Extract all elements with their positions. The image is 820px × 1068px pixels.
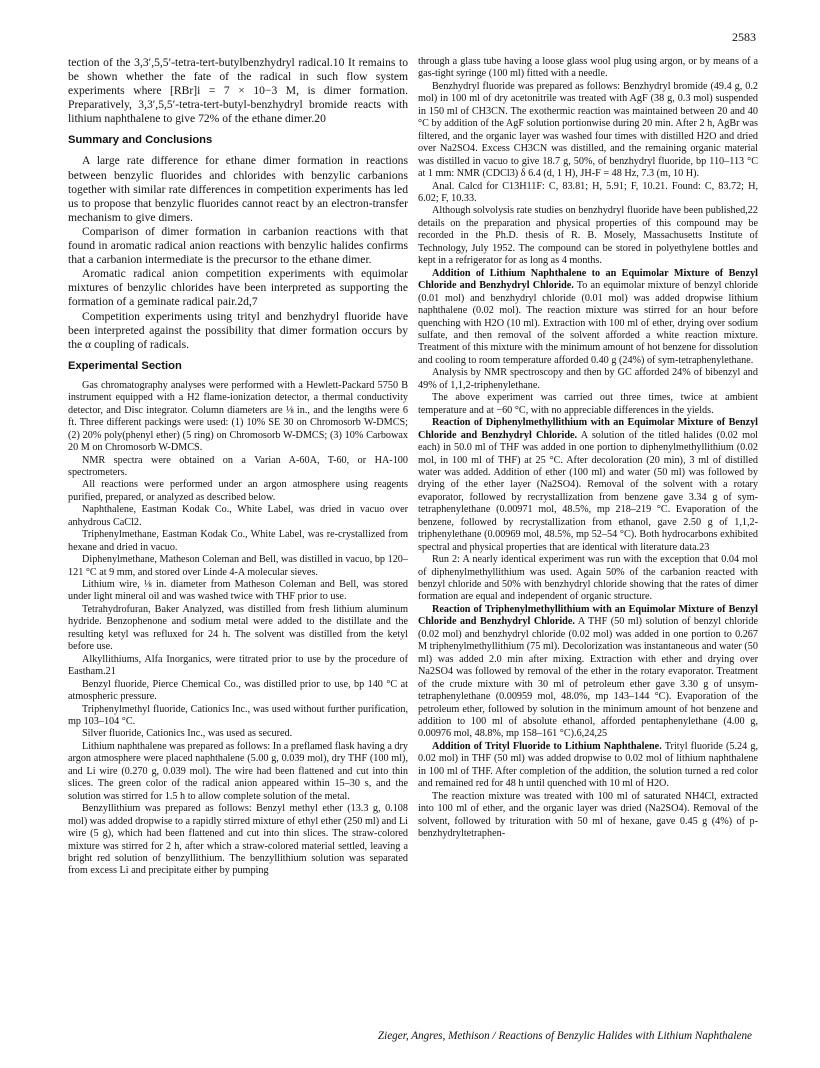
procedure-title: Reaction of Triphenylmethyllithium with an Equimolar Mixture of Benzyl Chloride and Benzhydryl Chloride.: [418, 603, 758, 628]
summary-paragraph: Comparison of dimer formation in carbanion reactions with that found in aromatic radical anion reactions with benzylic halides confirms that a carbanion intermediate is the precursor to the ethane dimer.: [68, 224, 408, 267]
procedure-paragraph: [418, 268, 758, 368]
body-paragraph: The above experiment was carried out three times, twice at ambient temperature and at −60 °C, with no appreciable differences in the yields.: [418, 392, 758, 416]
experimental-paragraph: Benzyl fluoride, Pierce Chemical Co., was distilled prior to use, bp 140 °C at atmospheric pressure.: [68, 678, 408, 703]
summary-heading: Summary and Conclusions: [68, 134, 213, 147]
experimental-paragraph: All reactions were performed under an argon atmosphere using reagents purified, prepared, or analyzed as described below.: [68, 479, 408, 503]
experimental-paragraph: Lithium naphthalene was prepared as follows: In a preflamed flask having a dry argon atmosphere were placed naphthalene (5.00 g, 0.039 mol), dry THF (100 ml), and Li wire (0.270 g, 0.039 mol). The wire had been flattened and cut into thin slices. The green color of the radical anion appeared within 15–30 s, and the solution was stirred for 1.5 h to allow complete solution of the metal.: [68, 740, 408, 802]
page-number: 2583: [732, 30, 756, 44]
procedure-text: A solution of the titled halides (0.02 mol each) in 50.0 ml of THF was added in one portion to diphenylmethyllithium (0.02 mol, in 100 ml of THF) at 25 °C. After decoloration (20 min), 3 ml of distilled water was added. Addition of ether (100 ml) and water (50 ml) was followed by drying of the ether layer (Na2SO4). Removal of the solvent with a rotary evaporator, followed by recrystallization from benzene gave 3.34 g of sym-tetraphenylethane (0.00971 mol, 48.5%, mp 218–219 °C. Evaporation of the benzene, followed by recrystallization from ethanol, gave 2.50 g of 1,1,2-triphenylethane (0.00969 mol, 48.5%, mp 52–54 °C). Both hydrocarbons exhibited spectral and physical properties that are identical with literature data.23: [418, 429, 759, 553]
experimental-paragraph: Tetrahydrofuran, Baker Analyzed, was distilled from fresh lithium aluminum hydride. Benzophenone and sodium metal were added to the distillate and the resulting ketyl was refluxed for 24 h. The solvent was distilled from the ketyl before use.: [68, 603, 408, 653]
procedure-paragraph: [418, 417, 758, 554]
procedure-text: To an equimolar mixture of benzyl chloride (0.01 mol) and benzhydryl chloride (0.01 mol) was added dropwise lithium naphthalene (0.02 mol). The reaction mixture was stirred for an hour before quenching with H2O (10 ml). Extraction with 100 ml of ether, drying over sodium sulfate, and then removal of the solvent afforded a white reaction mixture. Treatment of this mixture with the minimum amount of hot benzene for dissolution and cooling to room temperature afforded 0.40 g (24%) of sym-tetraphenylethane.: [418, 280, 758, 366]
procedure-text: A THF (50 ml) solution of benzyl chloride (0.02 mol) and benzhydryl chloride (0.02 mol) was added in one portion to 0.267 M triphenylmethyllithium (75 ml). Decolorization was instantaneous and water (50 ml) was added 2.0 min after mixing. Extraction with ether and drying over Na2SO4 was followed by removal of the ether in the rotary evaporator. Treatment of the crude mixture with 30 ml of petroleum ether gave 3.30 g of unsym-tetraphenylethane (0.00959 mol, 48.0%, mp 143–144 °C). Evaporation of the petroleum ether, followed by solution in the minimum amount of hot benzene and addition to 100 ml of absolute ethanol, afforded pentaphenylethane (4.00 g, 0.00976 mol, 48.8%, mp 158–161 °C).6,24,25: [418, 616, 758, 740]
body-paragraph: Run 2: A nearly identical experiment was run with the exception that 0.04 mol of diphenylmethyllithium was used. Again 50% of the carbanion reacted with benzyl chloride and 50% with benzhydryl chloride showing that the rates of dimer formation are equal and independent of organic structure.: [418, 554, 758, 603]
procedure-paragraph: [418, 741, 758, 791]
summary-paragraph: A large rate difference for ethane dimer formation in reactions between benzylic fluorides and chlorides with benzylic carbanions together with similar rate differences in competition experiments has led us to propose that benzylic fluorides cannot react by an electron-transfer mechanism to give dimers.: [68, 154, 408, 224]
experimental-paragraph: Alkyllithiums, Alfa Inorganics, were titrated prior to use by the procedure of Eastham.21: [68, 653, 408, 678]
left-column: [68, 56, 408, 878]
procedure-text: Trityl fluoride (5.24 g, 0.02 mol) in THF (50 ml) was added dropwise to 0.02 mol of lithium naphthalene in 100 ml of THF. After completion of the addition, the solution turned a red color and remained red for 48 h until quenched with 10 ml of H2O.: [418, 740, 758, 790]
experimental-paragraph: Triphenylmethyl fluoride, Cationics Inc., was used without further purification, mp 103–104 °C.: [68, 703, 408, 728]
body-paragraph: Anal. Calcd for C13H11F: C, 83.81; H, 5.91; F, 10.21. Found: C, 83.72; H, 6.02; F, 10.33.: [418, 180, 758, 204]
body-paragraph: Although solvolysis rate studies on benzhydryl fluoride have been published,22 details on the preparation and physical properties of this compound may be recorded in the Ph.D. thesis of R. B. Mosely, Massachusetts Institute of Technology, July 1952. The compound can be stored in polyethylene bottles and kept in a refrigerator for as long as 4 months.: [418, 205, 758, 267]
intro-paragraph: tection of the 3,3′,5,5′-tetra-tert-butylbenzhydryl radical.10 It remains to be shown whether the fate of the radical in such flow system experiments where [RBr]i = 7 × 10−3 M, is dimer formation. Preparatively, 3,3′,5,5′-tetra-tert-butyl-benzhydryl bromide reacts with lithium naphthalene to give 72% of the ethane dimer.20: [68, 56, 408, 126]
experimental-paragraph: Naphthalene, Eastman Kodak Co., White Label, was dried in vacuo over anhydrous CaCl2.: [68, 504, 408, 528]
body-paragraph: The reaction mixture was treated with 100 ml of saturated NH4Cl, extracted into 100 ml of ether, and the organic layer was dried (Na2SO4). Removal of the solvent, followed by trituration with 50 ml of hexane, gave 0.45 g (4%) of p-benzhydryltetraphen-: [418, 790, 758, 840]
experimental-paragraph: Benzyllithium was prepared as follows: Benzyl methyl ether (13.3 g, 0.108 mol) was added dropwise to a rapidly stirred mixture of ethyl ether (250 ml) and Li wire (5 g), which had been flattened and cut into thin slices. The straw-colored mixture was stirred for 2 h, after which a straw-colored material settled, leaving a bright red solution of benzyllithium. The benzyllithium solution was separated from excess Li and precipitate either by pumping: [68, 803, 408, 877]
body-paragraph: Analysis by NMR spectroscopy and then by GC afforded 24% of bibenzyl and 49% of 1,1,2-triphenylethane.: [418, 367, 758, 391]
procedure-paragraph: [418, 604, 758, 741]
procedure-title: Addition of Trityl Fluoride to Lithium Naphthalene.: [432, 740, 662, 752]
body-paragraph: Benzhydryl fluoride was prepared as follows: Benzhydryl bromide (49.4 g, 0.2 mol) in 100 ml of dry acetonitrile was treated with AgF (38 g, 0.3 mol) suspended in 150 ml of CH3CN. The exothermic reaction was maintained between 20 and 40 °C by addition of the AgF solution portionwise during 20 min. After 2 h, AgBr was filtered, and the organic layer was washed four times with distilled H2O and dried over Na2SO4. Excess CH3CN was distilled, and the remaining organic material was distilled in vacuo to give 18.7 g, 50%, of benzhydryl fluoride, bp 110–113 °C at 1 mm: NMR (CDCl3) δ 6.4 (d, 1 H), JH-F = 48 Hz, 7.3 (m, 10 H).: [418, 80, 758, 180]
summary-paragraph: Competition experiments using trityl and benzhydryl fluoride have been interpreted against the possibility that dimer formation occurs by the α coupling of radicals.: [68, 309, 408, 351]
body-paragraph: through a glass tube having a loose glass wool plug using argon, or by means of a gas-tight syringe (100 ml) fitted with a needle.: [418, 56, 758, 80]
summary-paragraph: Aromatic radical anion competition experiments with equimolar mixtures of benzylic chlorides have been interpreted as supporting the formation of a geminate radical pair.2d,7: [68, 267, 408, 309]
experimental-paragraph: Silver fluoride, Cationics Inc., was used as secured.: [82, 728, 293, 740]
experimental-heading: Experimental Section: [68, 359, 182, 372]
experimental-paragraph: Triphenylmethane, Eastman Kodak Co., White Label, was re-crystallized from hexane and dried in vacuo.: [68, 529, 408, 553]
experimental-paragraph: NMR spectra were obtained on a Varian A-60A, T-60, or HA-100 spectrometers.: [68, 454, 408, 478]
procedure-title: Reaction of Diphenylmethyllithium with an Equimolar Mixture of Benzyl Chloride and Benzhydryl Chloride.: [418, 417, 758, 441]
procedure-title: Addition of Lithium Naphthalene to an Equimolar Mixture of Benzyl Chloride and Benzhydryl Chloride.: [418, 267, 758, 292]
experimental-paragraph: Gas chromatography analyses were performed with a Hewlett-Packard 5750 B instrument equipped with a H2 flame-ionization detector, a thermal conductivity detector, and Disc integrator. Column diameters are ⅛ in., and the lengths were 6 ft. Three different packings were used: (1) 10% SE 30 on Chromosorb W-DMCS; (2) 20% poly(phenyl ether) (5 ring) on Chromosorb W-DMCS; (3) 10% Carbowax 20 M on Chromosorb W-DMCS.: [68, 379, 408, 454]
running-footer: Zieger, Angres, Methison / Reactions of Benzylic Halides with Lithium Naphthalene: [377, 1030, 752, 1042]
right-column: [418, 56, 758, 841]
experimental-paragraph: Lithium wire, ⅛ in. diameter from Matheson Coleman and Bell, was stored under light mineral oil and was washed twice with THF prior to use.: [68, 579, 408, 603]
experimental-paragraph: Diphenylmethane, Matheson Coleman and Bell, was distilled in vacuo, bp 120–121 °C at 9 mm, and stored over Linde 4-A molecular sieves.: [68, 554, 408, 578]
